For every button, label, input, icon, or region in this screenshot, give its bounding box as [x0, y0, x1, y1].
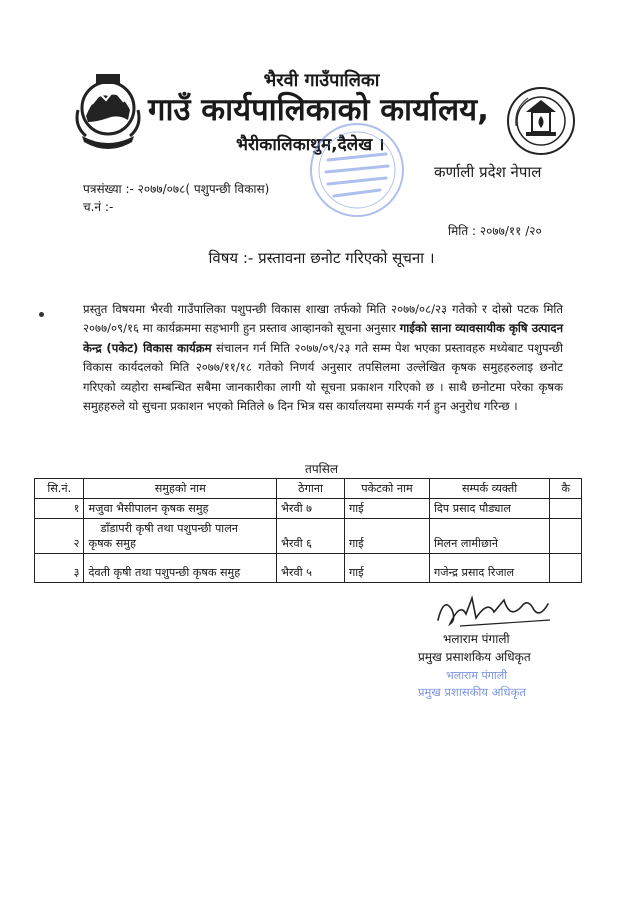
row-serial: २ — [35, 519, 84, 554]
table-row — [35, 554, 582, 583]
group-name-text: मजुवा भैसीपालन कृषक समुह — [88, 502, 209, 515]
body-text-part2: संचालन गर्न मिति २०७७/०९/२३ गते सम्म पेश भएका प्रस्तावहरु मध्येबाट पशुपन्छी विकास कार्यदलको मिति २०७७/११/१८ गतेको निणर्य अनुसार तपसिलमा उल्लेखित कृषक समुहहरुलाइ छनोट गरिएको व्यहोरा सम्बन्धित सबैमा जानकारीका लागी यो सूचना प्रकाशन गरिएको छ । साथै छनोटमा परेका कृषक समुहहरुले यो सुचना प्रकाशन भएको मितिले ७ दिन भित्र यस कार्यालयमा सम्पर्क गर्न हुन अनुरोध गरिन्छ । — [83, 340, 564, 414]
header-remarks: कै — [550, 479, 582, 499]
row-group-name — [84, 519, 277, 554]
row-pocket: गाई — [344, 499, 429, 519]
row-address: भैरवी ५ — [277, 554, 345, 583]
row-remarks — [550, 519, 582, 554]
row-pocket: गाई — [344, 519, 429, 554]
notice-subject: विषय :- प्रस्तावना छनोट गरिएको सूचना । — [208, 249, 435, 267]
notice-body — [83, 300, 563, 416]
table-caption: तपसिल — [304, 462, 338, 476]
header-pocket-name: पकेटको नाम — [344, 479, 429, 499]
header-group-name: समुहको नाम — [84, 479, 277, 499]
table-header-row — [35, 479, 582, 499]
office-title: गाउँ कार्यपालिकाको कार्यालय, — [148, 92, 489, 128]
row-address: भैरवी ७ — [277, 499, 345, 519]
header-contact-person: सम्पर्क व्यक्ती — [429, 479, 549, 499]
row-remarks — [550, 554, 582, 583]
municipality-name: भैरवी गाउँपालिका — [263, 70, 380, 91]
handwritten-signature — [430, 590, 560, 630]
row-remarks — [550, 499, 582, 519]
issue-date: मिति : २०७७/११ /२० — [448, 224, 542, 238]
table-row — [35, 519, 582, 554]
row-contact: गजेन्द्र प्रसाद रिजाल — [429, 554, 549, 583]
province-name: कर्णाली प्रदेश नेपाल — [434, 163, 542, 181]
row-address: भैरवी ६ — [277, 519, 345, 554]
selected-groups-table — [34, 478, 582, 583]
row-pocket: गाई — [344, 554, 429, 583]
group-name-text-line2: कृषक समुह — [88, 537, 136, 550]
row-group-name — [84, 499, 277, 519]
header-serial: सि.नं. — [35, 479, 84, 499]
office-address: भैरीकालिकाथुम,दैलेख । — [236, 135, 385, 155]
row-contact: दिप प्रसाद पौड्याल — [429, 499, 549, 519]
program-name: गाईको साना व्यावसायीक कृषि उत्पादन केन्द्र (पकेट) विकास कार्यक्रम — [83, 321, 564, 355]
group-name-text: देवती कृषी तथा पशुपन्छी कृषक समुह — [88, 566, 241, 579]
dispatch-number: च.नं :- — [83, 200, 114, 214]
stamp-signer-name: भलाराम पंगाली — [446, 669, 508, 682]
row-contact: मिलन लामीछाने — [429, 519, 549, 554]
table-row — [35, 499, 582, 519]
signer-name: भलाराम पंगाली — [443, 632, 510, 646]
row-serial: १ — [35, 499, 84, 519]
margin-dot — [39, 312, 44, 317]
municipality-logo-icon — [506, 86, 576, 156]
row-serial: ३ — [35, 554, 84, 583]
office-seal-stamp — [298, 120, 416, 220]
reference-number: पत्रसंख्या :- २०७७/०७८( पशुपन्छी विकास) — [83, 182, 270, 196]
signer-title: प्रमुख प्रसाशकिय अधिकृत — [418, 650, 531, 664]
stamp-signer-title: प्रमुख प्रशासकीय अधिकृत — [418, 685, 526, 699]
body-text-part1: प्रस्तुत विषयमा भैरवी गाउँपालिका पशुपन्छी विकास शाखा तर्फको मिति २०७७/०८/२३ गतेको र दोस्रो पटक मिति २०७७/०९/१६ मा कार्यक्रममा सहभागी हुन प्रस्ताव आव्हानको सूचना अनुसार — [83, 302, 563, 336]
header-address: ठेगाना — [277, 479, 345, 499]
group-name-text: डाँडापरी कृषी तथा पशुपन्छी पालन — [100, 522, 238, 535]
row-group-name — [84, 554, 277, 583]
